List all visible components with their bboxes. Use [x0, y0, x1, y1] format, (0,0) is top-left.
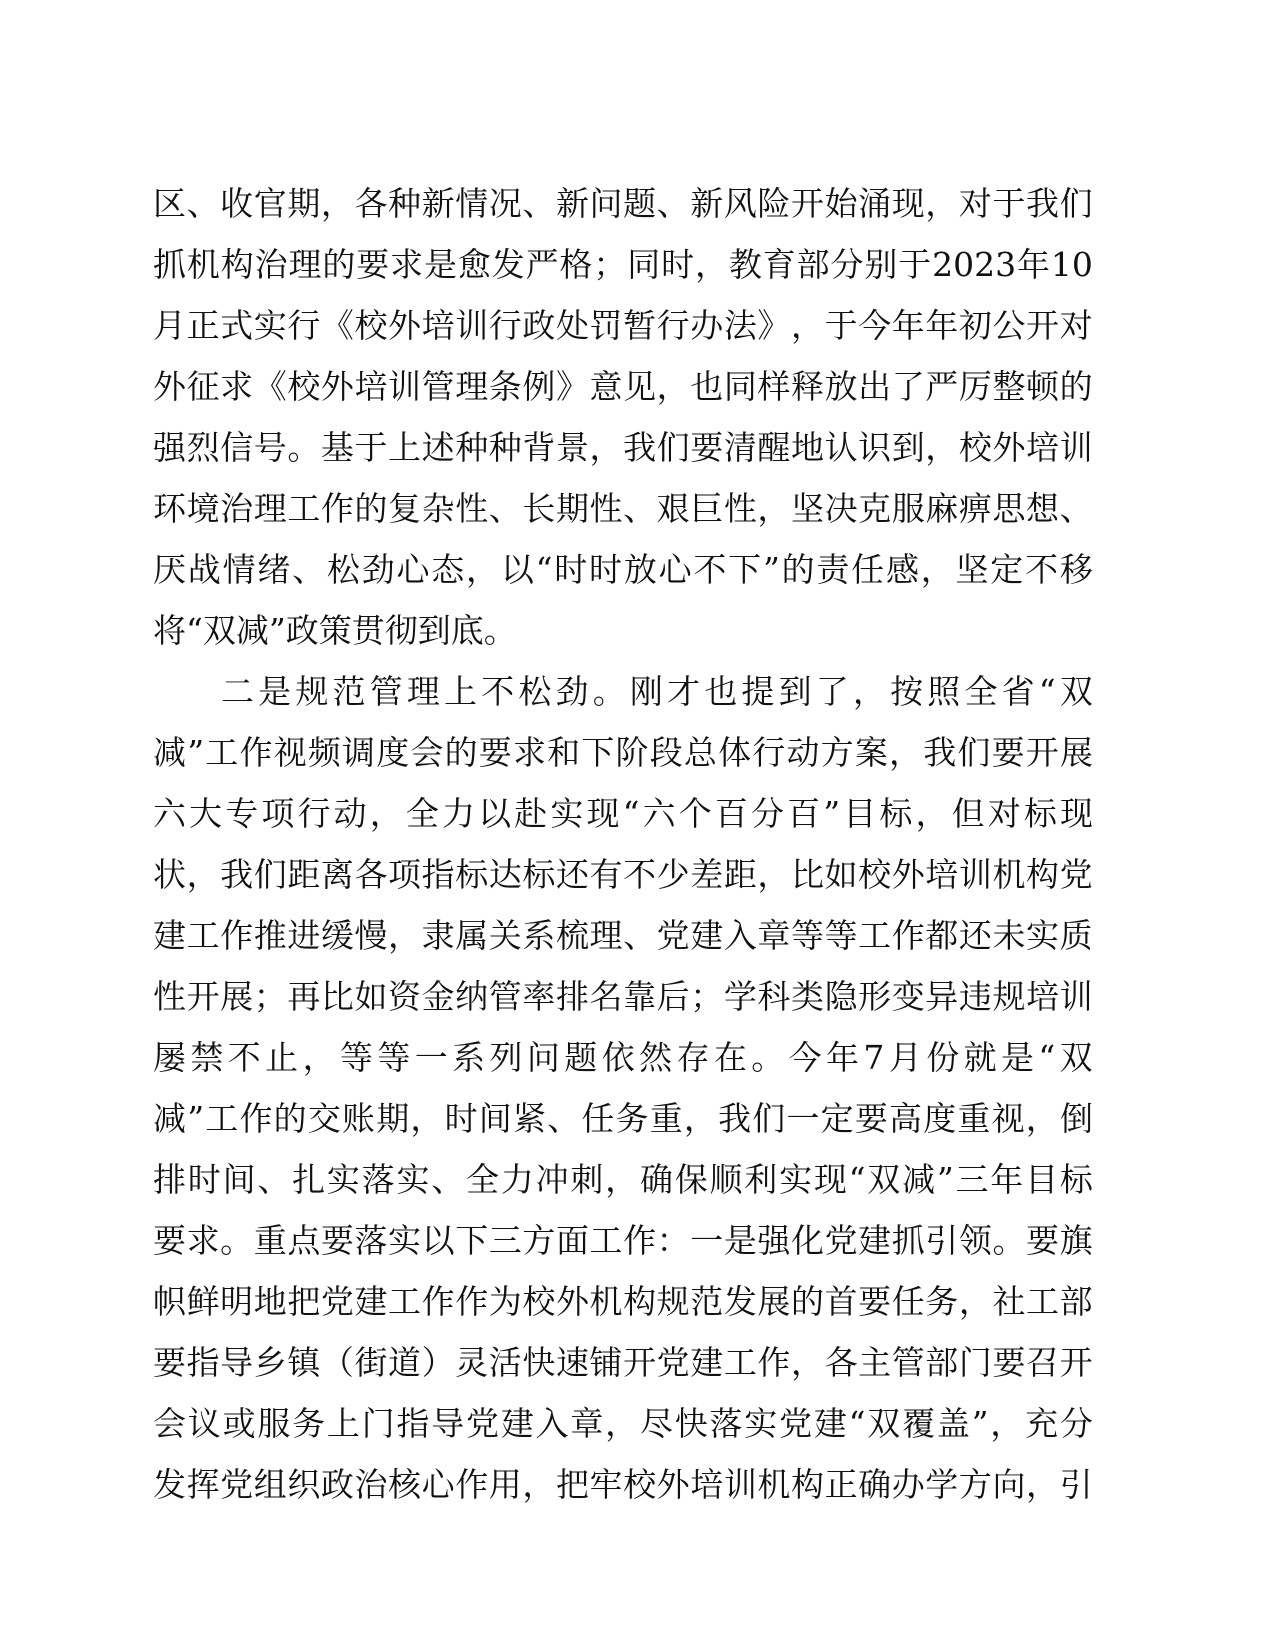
text-line: 外 征 求 《 校 外 培 训 管 理 条 例 》 意 见 ， 也 同 样 释 放 出 了 严 厉 整 顿 的 [153, 367, 1093, 406]
text-line: 强 烈 信 号 。 基 于 上 述 种 种 背 景 ， 我 们 要 清 醒 地 认 识 到 ， 校 外 培 训 [153, 428, 1093, 467]
text-line: 减 ” 工 作 的 交 账 期 ， 时 间 紧 、 任 务 重 ， 我 们 一 定 要 高 度 重 视 ， 倒 [153, 1099, 1093, 1138]
text-line: 环 境 治 理 工 作 的 复 杂 性 、 长 期 性 、 艰 巨 性 ， 坚 决 克 服 麻 痹 思 想 、 [153, 489, 1093, 528]
text-line: 要 指 导 乡 镇 （ 街 道 ） 灵 活 快 速 铺 开 党 建 工 作 ， 各 主 管 部 门 要 召 开 [153, 1343, 1093, 1382]
text-line: 发 挥 党 组 织 政 治 核 心 作 用 ， 把 牢 校 外 培 训 机 构 正 确 办 学 方 向 ， 引 [153, 1465, 1093, 1504]
text-line: 抓 机 构 治 理 的 要 求 是 愈 发 严 格 ； 同 时 ， 教 育 部 分 别 于 2023 年 10 [153, 245, 1093, 284]
text-line: 排 时 间 、 扎 实 落 实 、 全 力 冲 刺 ， 确 保 顺 利 实 现 “ 双 减 ” 三 年 目 标 [153, 1160, 1093, 1199]
text-line: 月 正 式 实 行 《 校 外 培 训 行 政 处 罚 暂 行 办 法 》 ， 于 今 年 年 初 公 开 对 [153, 306, 1093, 345]
text-line: 二 是 规 范 管 理 上 不 松 劲 。 刚 才 也 提 到 了 ， 按 照 全 省 “ 双 [221, 672, 1093, 711]
text-line: 区 、 收 官 期 ， 各 种 新 情 况 、 新 问 题 、 新 风 险 开 始 涌 现 ， 对 于 我 们 [153, 184, 1093, 223]
text-line: 将“双减”政策贯彻到底。 [153, 611, 517, 650]
text-line: 屡 禁 不 止 ， 等 等 一 系 列 问 题 依 然 存 在 。 今 年 7 月 份 就 是 “ 双 [153, 1038, 1093, 1077]
text-line: 要 求 。 重 点 要 落 实 以 下 三 方 面 工 作 ： 一 是 强 化 党 建 抓 引 领 。 要 旗 [153, 1221, 1093, 1260]
text-line: 建 工 作 推 进 缓 慢 ， 隶 属 关 系 梳 理 、 党 建 入 章 等 等 工 作 都 还 未 实 质 [153, 916, 1093, 955]
text-line: 六 大 专 项 行 动 ， 全 力 以 赴 实 现 “ 六 个 百 分 百 ” 目 标 ， 但 对 标 现 [153, 794, 1093, 833]
text-line: 性 开 展 ； 再 比 如 资 金 纳 管 率 排 名 靠 后 ； 学 科 类 隐 形 变 异 违 规 培 训 [153, 977, 1093, 1016]
text-line: 帜 鲜 明 地 把 党 建 工 作 作 为 校 外 机 构 规 范 发 展 的 首 要 任 务 ， 社 工 部 [153, 1282, 1093, 1321]
text-line: 厌 战 情 绪 、 松 劲 心 态 ， 以 “ 时 时 放 心 不 下 ” 的 责 任 感 ， 坚 定 不 移 [153, 550, 1093, 589]
body-text [153, 178, 1093, 1520]
text-line: 减 ” 工 作 视 频 调 度 会 的 要 求 和 下 阶 段 总 体 行 动 方 案 ， 我 们 要 开 展 [153, 733, 1093, 772]
text-line: 会 议 或 服 务 上 门 指 导 党 建 入 章 ， 尽 快 落 实 党 建 “ 双 覆 盖 ” ， 充 分 [153, 1404, 1093, 1443]
text-line: 状 ， 我 们 距 离 各 项 指 标 达 标 还 有 不 少 差 距 ， 比 如 校 外 培 训 机 构 党 [153, 855, 1093, 894]
